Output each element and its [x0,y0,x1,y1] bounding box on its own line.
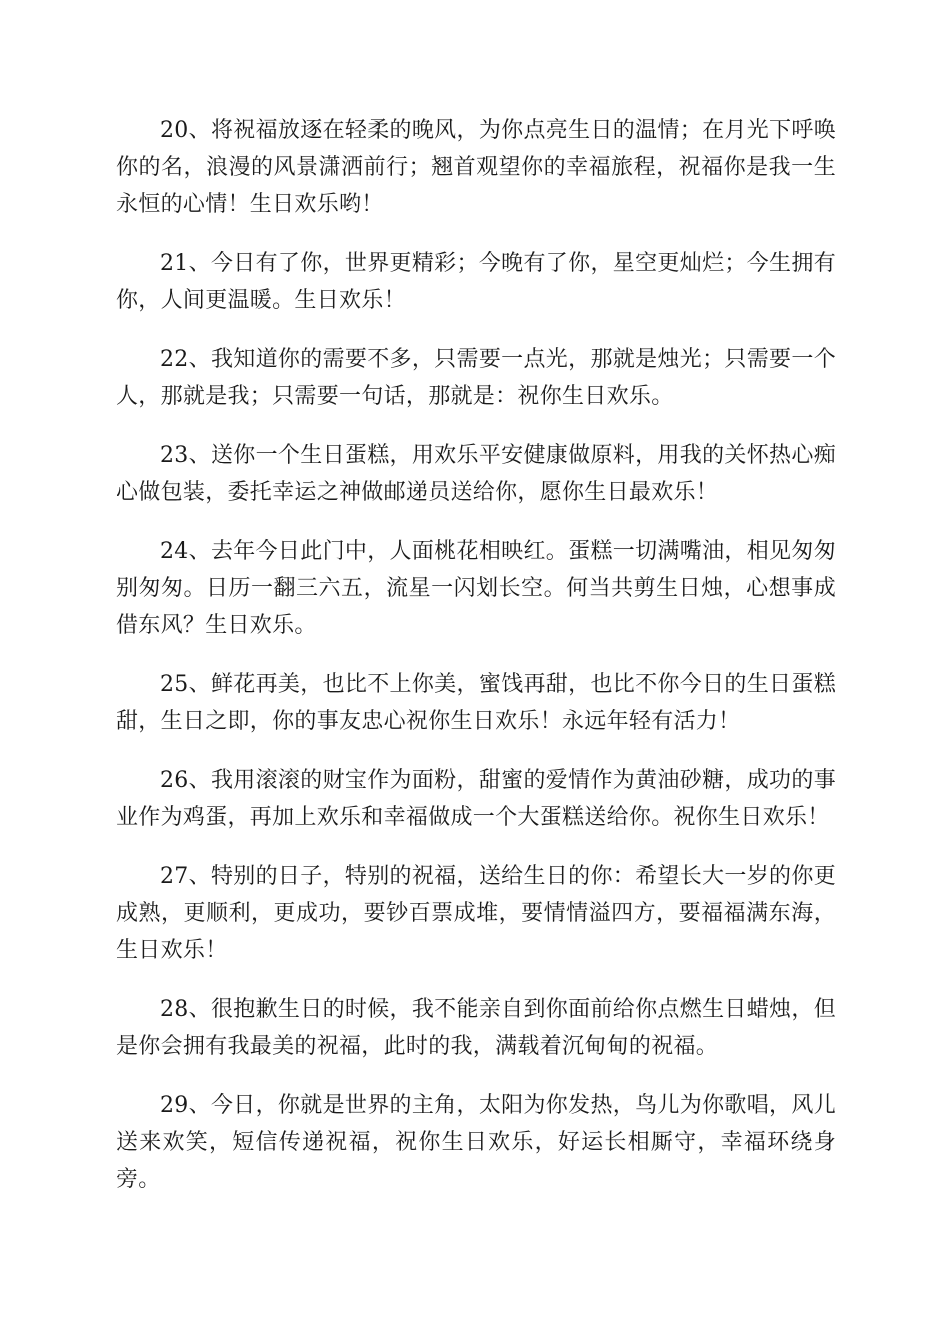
paragraph-28: 28、很抱歉生日的时候，我不能亲自到你面前给你点燃生日蜡烛，但是你会拥有我最美的祝福，此时的我，满载着沉甸甸的祝福。 [116,997,836,1059]
document-page [116,112,836,1220]
paragraph-24: 24、去年今日此门中，人面桃花相映红。蛋糕一切满嘴油，相见匆匆别匆匆。日历一翻三六五，流星一闪划长空。何当共剪生日烛，心想事成借东风？生日欢乐。 [116,539,836,638]
paragraph-29: 29、今日，你就是世界的主角，太阳为你发热，鸟儿为你歌唱，风儿送来欢笑，短信传递祝福，祝你生日欢乐，好运长相厮守，幸福环绕身旁。 [116,1093,836,1192]
paragraph-23: 23、送你一个生日蛋糕，用欢乐平安健康做原料，用我的关怀热心痴心做包装，委托幸运之神做邮递员送给你，愿你生日最欢乐！ [116,443,836,505]
paragraph-25: 25、鲜花再美，也比不上你美，蜜饯再甜，也比不你今日的生日蛋糕甜，生日之即，你的事友忠心祝你生日欢乐！永远年轻有活力！ [116,672,836,734]
paragraph-21: 21、今日有了你，世界更精彩；今晚有了你，星空更灿烂；今生拥有你，人间更温暖。生日欢乐！ [116,251,836,313]
paragraph-20: 20、将祝福放逐在轻柔的晚风，为你点亮生日的温情；在月光下呼唤你的名，浪漫的风景潇洒前行；翘首观望你的幸福旅程，祝福你是我一生永恒的心情！生日欢乐哟！ [116,118,836,217]
paragraph-27: 27、特别的日子，特别的祝福，送给生日的你：希望长大一岁的你更成熟，更顺利，更成功，要钞百票成堆，要情情溢四方，要福福满东海，生日欢乐！ [116,864,836,963]
paragraph-22: 22、我知道你的需要不多，只需要一点光，那就是烛光；只需要一个人，那就是我；只需要一句话，那就是：祝你生日欢乐。 [116,347,836,409]
paragraph-26: 26、我用滚滚的财宝作为面粉，甜蜜的爱情作为黄油砂糖，成功的事业作为鸡蛋，再加上欢乐和幸福做成一个大蛋糕送给你。祝你生日欢乐！ [116,768,836,830]
